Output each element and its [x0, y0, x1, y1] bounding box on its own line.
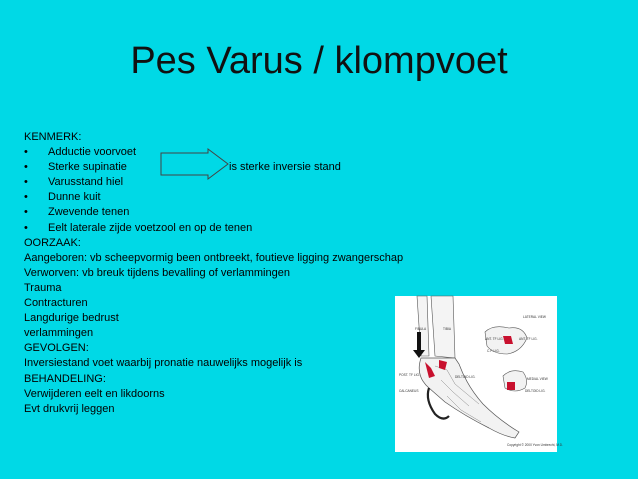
- slide-title: Pes Varus / klompvoet: [130, 40, 508, 82]
- label-ant-tf-lig: ANT. TF LIG.: [485, 337, 504, 341]
- kenmerk-heading: KENMERK:: [24, 131, 82, 143]
- oorzaak-line: verlammingen: [24, 327, 94, 340]
- behandeling-line: Evt drukvrij leggen: [24, 402, 115, 415]
- right-arrow-icon: [160, 148, 230, 180]
- ligament-medial-view: [507, 382, 515, 390]
- label-cf-lig: C.F. LIG.: [487, 349, 500, 353]
- kenmerk-item: • Sterke supinatie: [24, 160, 474, 175]
- gevolgen-heading: GEVOLGEN:: [24, 342, 89, 355]
- kenmerk-item: • Dunne kuit: [24, 190, 474, 205]
- kenmerk-item: • Varusstand hiel: [24, 175, 474, 190]
- oorzaak-line: Langdurige bedrust: [24, 312, 119, 325]
- behandeling-line: Verwijderen eelt en likdoorns: [24, 387, 165, 400]
- label-deltoid-lig: DELTOID LIG.: [455, 375, 476, 379]
- oorzaak-line: Aangeboren: vb scheepvormig been ontbreekt, foutieve ligging zwangerschap: [24, 251, 404, 264]
- kenmerk-item: • Adductie voorvoet: [24, 145, 474, 160]
- kenmerk-item: • Eelt laterale zijde voetzool en op de tenen: [24, 221, 474, 236]
- label-tibia: TIBIA: [443, 327, 451, 331]
- gevolgen-line: Inversiestand voet waarbij pronatie nauwelijks mogelijk is: [24, 357, 303, 370]
- foot-bones: [419, 358, 519, 438]
- oorzaak-line: Verworven: vb breuk tijdens bevalling of verlammingen: [24, 266, 290, 279]
- oorzaak-line: Contracturen: [24, 297, 88, 310]
- label-post-tf-lig: POST. TF LIG.: [399, 373, 420, 377]
- label-fibula: FIBULA: [415, 327, 427, 331]
- supinatie-note: is sterke inversie stand: [229, 161, 341, 173]
- label-medial-view: MEDIAL VIEW: [527, 377, 548, 381]
- foot-anatomy-drawing: [395, 296, 563, 452]
- foot-anatomy-figure: [395, 296, 563, 452]
- label-calcaneus: CALCANEUS: [399, 389, 419, 393]
- label-lateral-view: LATERAL VIEW: [523, 315, 546, 319]
- label-ant-tf-lig-2: ANT. TF LIG.: [519, 337, 538, 341]
- behandeling-heading: BEHANDELING:: [24, 372, 106, 385]
- oorzaak-line: Trauma: [24, 281, 62, 294]
- oorzaak-heading: OORZAAK:: [24, 236, 81, 249]
- kenmerk-item: • Zwevende tenen: [24, 205, 474, 220]
- label-copyright: Copyright © 2000 Yvon Umbrecht, M.D.: [507, 443, 563, 447]
- label-deltoid-lig-2: DELTOID LIG.: [525, 389, 546, 393]
